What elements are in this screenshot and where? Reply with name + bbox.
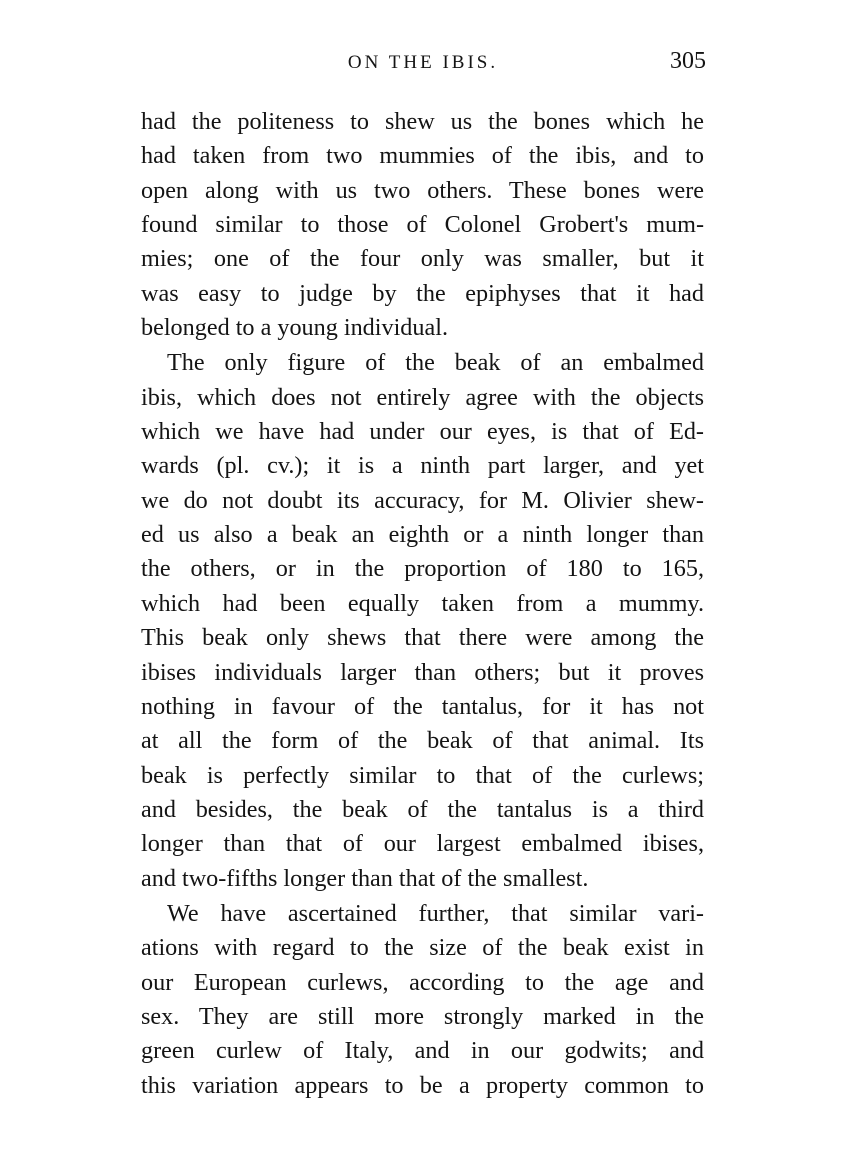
- body-text: [141, 105, 704, 1103]
- text-line: mies; one of the four only was smaller, but it: [141, 245, 704, 273]
- text-line: wards (pl. cv.); it is a ninth part larger, and yet: [141, 452, 704, 480]
- text-line: which had been equally taken from a mummy.: [141, 589, 704, 617]
- text-line: we do not doubt its accuracy, for M. Olivier shew-: [141, 486, 704, 514]
- text-line: The only figure of the beak of an embalmed: [167, 349, 704, 377]
- text-line: this variation appears to be a property common to: [141, 1071, 704, 1099]
- text-line: found similar to those of Colonel Grobert's mum-: [141, 211, 704, 239]
- paragraph-1: [141, 105, 704, 345]
- running-title: ON THE IBIS.: [347, 52, 499, 73]
- text-line: belonged to a young individual.: [141, 314, 448, 342]
- paragraph-2: [141, 346, 704, 896]
- text-line: ed us also a beak an eighth or a ninth longer than: [141, 521, 704, 549]
- text-line: nothing in favour of the tantalus, for it has not: [141, 692, 704, 720]
- text-line: ations with regard to the size of the beak exist in: [141, 934, 704, 962]
- text-line: had the politeness to shew us the bones which he: [141, 108, 704, 135]
- text-line: longer than that of our largest embalmed ibises,: [141, 830, 704, 858]
- text-line: which we have had under our eyes, is that of Ed-: [141, 418, 704, 446]
- text-line: was easy to judge by the epiphyses that it had: [141, 279, 704, 307]
- text-line: green curlew of Italy, and in our godwits; and: [141, 1037, 704, 1065]
- running-header: [138, 48, 708, 78]
- text-line: beak is perfectly similar to that of the curlews;: [141, 761, 704, 789]
- text-line: had taken from two mummies of the ibis, and to: [141, 142, 704, 170]
- text-line: ibis, which does not entirely agree with the objects: [141, 383, 704, 411]
- paragraph-3: [141, 897, 704, 1103]
- text-line: and besides, the beak of the tantalus is a third: [141, 795, 704, 823]
- text-line: This beak only shews that there were among the: [141, 624, 704, 652]
- text-line: at all the form of the beak of that animal. Its: [141, 727, 704, 755]
- page-number: 305: [670, 48, 706, 74]
- text-line: sex. They are still more strongly marked in the: [141, 1002, 704, 1030]
- text-line: We have ascertained further, that similar vari-: [167, 899, 704, 927]
- text-line: ibises individuals larger than others; but it proves: [141, 658, 704, 686]
- text-line: open along with us two others. These bones were: [141, 176, 704, 204]
- text-line: and two-fifths longer than that of the smallest.: [141, 864, 589, 892]
- text-line: the others, or in the proportion of 180 to 165,: [141, 555, 704, 583]
- text-line: our European curlews, according to the age and: [141, 968, 704, 996]
